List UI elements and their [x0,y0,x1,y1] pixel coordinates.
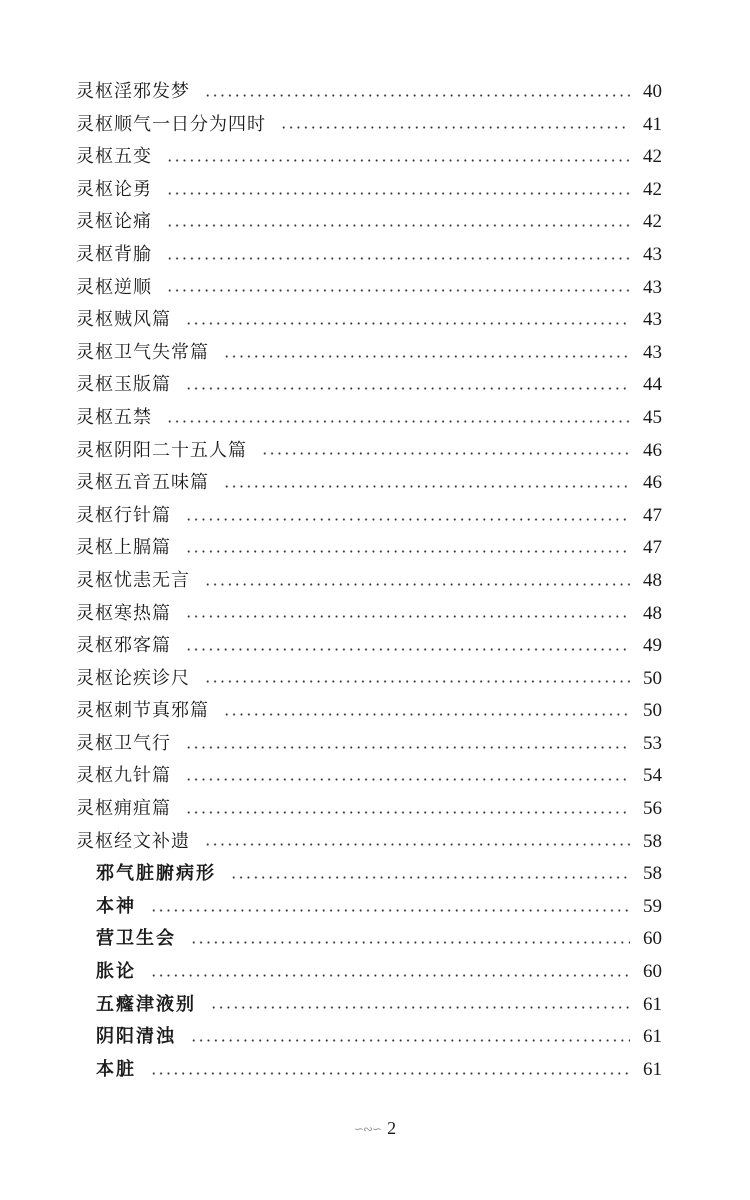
toc-entry-title: 灵枢论勇 [76,178,152,200]
dot-leader [261,452,630,455]
dot-leader [185,550,630,553]
toc-entry[interactable] [76,565,662,598]
toc-entry-title: 灵枢五变 [76,146,152,168]
toc-entry-page-number: 45 [643,406,662,428]
page-number: 2 [387,1118,397,1138]
toc-entry-title: 灵枢上膈篇 [76,537,171,559]
toc-entry-page-number: 42 [643,146,662,168]
toc-entry-page-number: 47 [643,504,662,526]
dot-leader [185,811,630,814]
toc-entry[interactable] [76,500,662,533]
toc-entry-title: 灵枢五音五味篇 [76,472,209,494]
toc-subentry[interactable] [76,1021,662,1054]
toc-entry-page-number: 43 [643,276,662,298]
toc-entry-page-number: 58 [643,863,662,885]
toc-entry[interactable] [76,402,662,435]
toc-entry-page-number: 49 [643,635,662,657]
toc-entry-page-number: 61 [643,1026,662,1048]
dot-leader [185,648,630,651]
toc-entry-page-number: 41 [643,113,662,135]
toc-entry-page-number: 59 [643,895,662,917]
toc-entry-page-number: 48 [643,602,662,624]
toc-entry[interactable] [76,532,662,565]
toc-entry-title: 营卫生会 [96,928,176,950]
toc-subentry[interactable] [76,989,662,1022]
dot-leader [150,909,630,912]
toc-entry-title: 灵枢卫气行 [76,732,171,754]
toc-entry[interactable] [76,695,662,728]
toc-entry-page-number: 46 [643,439,662,461]
dot-leader [166,257,630,260]
footer-ornament-icon: ∽∾∽ [353,1121,382,1136]
dot-leader [190,941,630,944]
toc-entry-title: 灵枢逆顺 [76,276,152,298]
toc-entry[interactable] [76,760,662,793]
toc-entry[interactable] [76,337,662,370]
toc-entry-title: 邪气脏腑病形 [96,863,216,885]
toc-entry-title: 灵枢忧恚无言 [76,569,190,591]
toc-entry-page-number: 61 [643,1058,662,1080]
dot-leader [204,94,630,97]
toc-entry-title: 灵枢顺气一日分为四时 [76,113,266,135]
dot-leader [223,713,630,716]
toc-entry-title: 灵枢贼风篇 [76,309,171,331]
toc-entry-page-number: 43 [643,243,662,265]
toc-entry-page-number: 46 [643,472,662,494]
toc-entry-page-number: 50 [643,700,662,722]
dot-leader [210,1006,630,1009]
table-of-contents [76,76,662,1086]
toc-entry[interactable] [76,141,662,174]
toc-entry-page-number: 60 [643,961,662,983]
dot-leader [185,387,630,390]
toc-entry-title: 灵枢背腧 [76,243,152,265]
dot-leader [280,126,630,129]
toc-entry-title: 本神 [96,895,136,917]
page-footer [0,1118,750,1139]
toc-entry-page-number: 43 [643,309,662,331]
dot-leader [223,355,630,358]
toc-entry-title: 灵枢五禁 [76,406,152,428]
toc-entry[interactable] [76,728,662,761]
toc-entry-title: 灵枢淫邪发梦 [76,81,190,102]
toc-entry[interactable] [76,826,662,859]
dot-leader [185,518,630,521]
dot-leader [166,289,630,292]
dot-leader [185,778,630,781]
dot-leader [150,1072,630,1075]
dot-leader [204,843,630,846]
toc-entry[interactable] [76,206,662,239]
toc-entry-title: 灵枢九针篇 [76,765,171,787]
toc-entry-title: 灵枢玉版篇 [76,374,171,396]
toc-entry[interactable] [76,369,662,402]
toc-subentry[interactable] [76,858,662,891]
dot-leader [185,615,630,618]
toc-entry-page-number: 40 [643,81,662,102]
toc-entry-title: 灵枢阴阳二十五人篇 [76,439,247,461]
dot-leader [166,224,630,227]
toc-entry-page-number: 56 [643,798,662,820]
toc-entry-title: 灵枢论疾诊尺 [76,667,190,689]
toc-entry[interactable] [76,76,662,109]
dot-leader [204,583,630,586]
toc-entry[interactable] [76,663,662,696]
dot-leader [204,680,630,683]
toc-entry-page-number: 60 [643,928,662,950]
toc-entry[interactable] [76,109,662,142]
dot-leader [166,192,630,195]
toc-entry[interactable] [76,598,662,631]
dot-leader [223,485,630,488]
dot-leader [166,159,630,162]
toc-entry[interactable] [76,630,662,663]
toc-entry[interactable] [76,272,662,305]
toc-entry-page-number: 58 [643,830,662,852]
toc-entry-title: 阴阳清浊 [96,1026,176,1048]
toc-entry-title: 灵枢邪客篇 [76,635,171,657]
dot-leader [185,322,630,325]
toc-entry-page-number: 42 [643,211,662,233]
toc-entry[interactable] [76,467,662,500]
toc-subentry[interactable] [76,891,662,924]
toc-entry[interactable] [76,239,662,272]
toc-subentry[interactable] [76,956,662,989]
toc-entry-title: 五癃津液别 [96,993,196,1015]
toc-entry-title: 灵枢行针篇 [76,504,171,526]
toc-subentry[interactable] [76,923,662,956]
toc-entry-page-number: 53 [643,732,662,754]
toc-entry-title: 胀论 [96,961,136,983]
toc-entry[interactable] [76,304,662,337]
toc-entry-page-number: 61 [643,993,662,1015]
toc-entry-page-number: 43 [643,341,662,363]
toc-entry-page-number: 44 [643,374,662,396]
toc-entry-title: 灵枢寒热篇 [76,602,171,624]
toc-entry-title: 灵枢痈疽篇 [76,798,171,820]
toc-entry-page-number: 50 [643,667,662,689]
toc-entry[interactable] [76,174,662,207]
toc-entry[interactable] [76,793,662,826]
toc-entry-title: 本脏 [96,1058,136,1080]
dot-leader [150,974,630,977]
toc-entry[interactable] [76,435,662,468]
toc-entry-page-number: 54 [643,765,662,787]
dot-leader [166,420,630,423]
toc-entry-page-number: 47 [643,537,662,559]
toc-entry-title: 灵枢论痛 [76,211,152,233]
dot-leader [230,876,630,879]
toc-entry-title: 灵枢经文补遗 [76,830,190,852]
toc-entry-title: 灵枢卫气失常篇 [76,341,209,363]
toc-subentry[interactable] [76,1054,662,1087]
toc-entry-page-number: 48 [643,569,662,591]
toc-entry-title: 灵枢刺节真邪篇 [76,700,209,722]
dot-leader [185,746,630,749]
toc-entry-page-number: 42 [643,178,662,200]
dot-leader [190,1039,630,1042]
